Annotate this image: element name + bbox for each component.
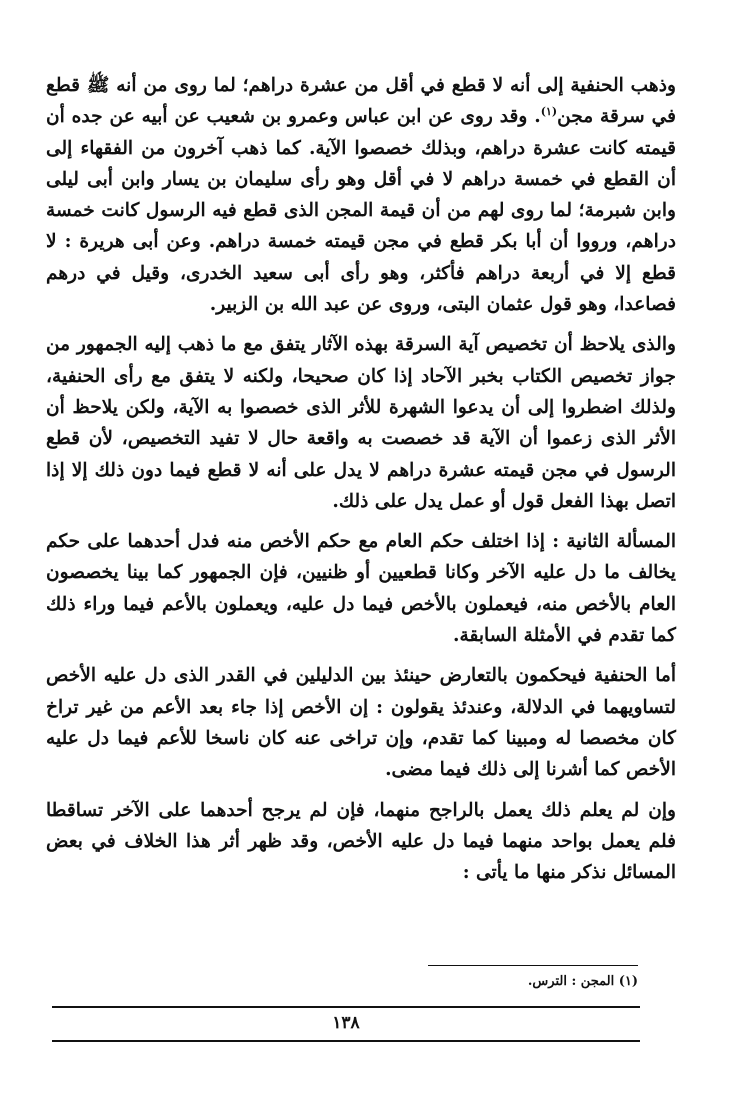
main-text bbox=[46, 70, 676, 888]
paragraph-1-text-a: وذهب الحنفية إلى أنه لا قطع في أقل من عشرة دراهم؛ لما روى من أنه ﷺ قطع في سرقة مجن bbox=[46, 75, 676, 128]
paragraph-3-text: إذا اختلف حكم العام مع حكم الأخص منه فدل أحدهما على حكم يخالف ما دل عليه الآخر وكانا قطعيين أو ظنيين، فإن الجمهور كما بينا يخصصون العام بالأخص منه، فيعملون بالأخص فيما دل عليه، ويعملون بالأعم فيما وراء ذلك كما تقدم في الأمثلة السابقة. bbox=[46, 531, 676, 647]
page-number: ١٣٨ bbox=[332, 1013, 360, 1033]
page-number-top-rule bbox=[52, 1006, 640, 1008]
footnote-divider bbox=[428, 965, 638, 966]
paragraph-1 bbox=[46, 70, 676, 320]
paragraph-1-text-b: . وقد روى عن ابن عباس وعمرو بن شعيب عن أبيه عن جده أن قيمته كانت عشرة دراهم، وبذلك خصصوا الآية. كما ذهب آخرون من الفقهاء إلى أن القطع في خمسة دراهم لا في أقل وهو رأى سليمان بن يسار وابن أبى ليلى وابن شبرمة؛ لما روى لهم من أن قيمة المجن الذى قطع فيه الرسول كانت خمسة دراهم، ورووا أن أبا بكر قطع في مجن قيمته خمسة دراهم. وعن أبى هريرة : لا قطع إلا في أربعة دراهم فأكثر، وهو رأى أبى سعيد الخدرى، وقيل في درهم فصاعدا، وهو قول عثمان البتى، وروى عن عبد الله بن الزبير. bbox=[46, 106, 676, 316]
paragraph-2: والذى يلاحظ أن تخصيص آية السرقة بهذه الآثار يتفق مع ما ذهب إليه الجمهور من جواز تخصيص الكتاب بخبر الآحاد إذا كان صحيحا، ولكنه لا يتفق مع رأى الحنفية، ولذلك اضطروا إلى أن يدعوا الشهرة للأثر الذى خصصوا به الآية، ولكن يلاحظ أن الأثر الذى زعموا أن الآية قد خصصت به واقعة حال لا تفيد التخصيص، لأن قطع الرسول في مجن قيمته عشرة دراهم لا يدل على أنه لا قطع فيما دون ذلك إلا إذا اتصل بهذا الفعل قول أو عمل يدل على ذلك. bbox=[46, 334, 676, 512]
paragraph-4: أما الحنفية فيحكمون بالتعارض حينئذ بين الدليلين في القدر الذى دل عليه الأخص لتساويهما في الدلالة، وعندئذ يقولون : إن الأخص إذا جاء بعد الأعم من غير تراخ كان مخصصا له ومبينا كما تقدم، وإن تراخى عنه كان ناسخا للأعم فيما دل عليه الأخص كما أشرنا إلى ذلك فيما مضى. bbox=[46, 665, 676, 781]
footnote-reference: (١) bbox=[540, 105, 558, 119]
section-lead-heading: المسألة الثانية : bbox=[552, 531, 677, 553]
footnote: (١) المجن : الترس. bbox=[527, 974, 638, 989]
paragraph-3 bbox=[46, 526, 676, 651]
paragraph-5: وإن لم يعلم ذلك يعمل بالراجح منهما، فإن لم يرجح أحدهما على الآخر تساقطا فلم يعمل بواحد منهما فيما دل عليه الأخص، وقد ظهر أثر هذا الخلاف في بعض المسائل نذكر منها ما يأتى : bbox=[46, 799, 676, 884]
page-number-bottom-rule bbox=[52, 1040, 640, 1042]
